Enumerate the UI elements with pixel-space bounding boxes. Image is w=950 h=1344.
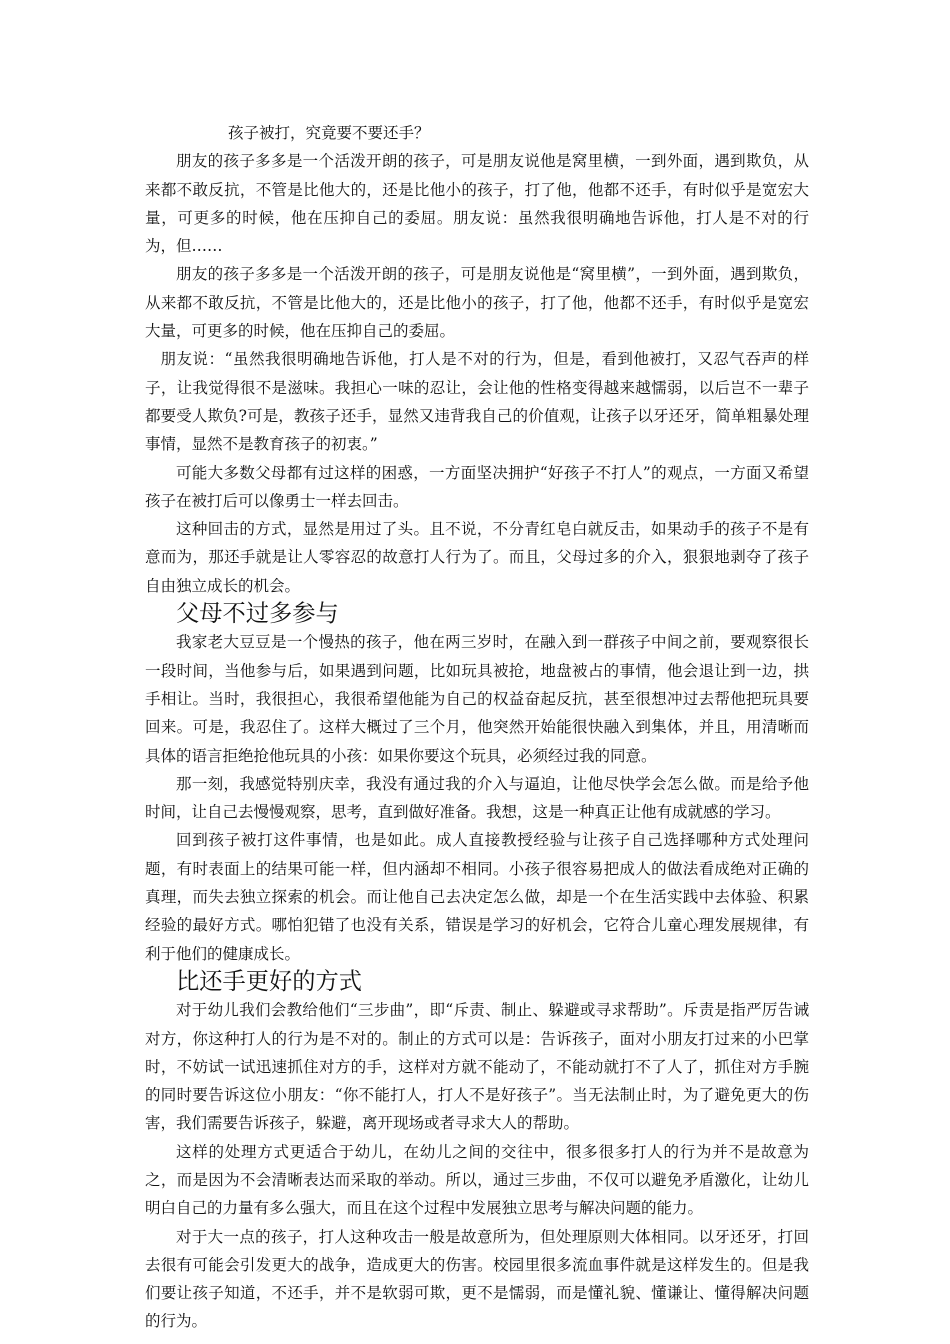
document-page	[145, 119, 809, 1336]
paragraph: 这种回击的方式，显然是用过了头。且不说，不分青红皂白就反击，如果动手的孩子不是有意而为，那还手就是让人零容忍的故意打人行为了。而且，父母过多的介入，狠狠地剥夺了孩子自由独立成长的机会。	[145, 520, 809, 595]
paragraph: 我家老大豆豆是一个慢热的孩子，他在两三岁时，在融入到一群孩子中间之前，要观察很长一段时间，当他参与后，如果遇到问题，比如玩具被抢，地盘被占的事情，他会退让到一边，拱手相让。当时，我很担心，我很希望他能为自己的权益奋起反抗，甚至很想冲过去帮他把玩具要回来。可是，我忍住了。这样大概过了三个月，他突然开始能很快融入到集体，并且，用清晰而具体的语言拒绝抢他玩具的小孩：如果你要这个玩具，必须经过我的同意。	[145, 633, 809, 765]
paragraph: 朋友的孩子多多是一个活泼开朗的孩子，可是朋友说他是“窝里横”，一到外面，遇到欺负，从来都不敢反抗，不管是比他大的，还是比他小的孩子，打了他，他都不还手，有时似乎是宽宏大量，可更多的时候，他在压抑自己的委屈。	[145, 265, 809, 341]
paragraph: 朋友的孩子多多是一个活泼开朗的孩子，可是朋友说他是窝里横，一到外面，遇到欺负，从来都不敢反抗，不管是比他大的，还是比他小的孩子，打了他，他都不还手，有时似乎是宽宏大量，可更多的时候，他在压抑自己的委屈。朋友说：虽然我很明确地告诉他，打人是不对的行为，但……	[145, 152, 809, 256]
section-heading: 父母不过多参与	[176, 600, 339, 628]
section-heading: 比还手更好的方式	[176, 967, 363, 995]
paragraph: 回到孩子被打这件事情，也是如此。成人直接教授经验与让孩子自己选择哪种方式处理问题，有时表面上的结果可能一样，但内涵却不相同。小孩子很容易把成人的做法看成绝对正确的真理，而失去独立探索的机会。而让他自己去决定怎么做，却是一个在生活实践中去体验、积累经验的最好方式。哪怕犯错了也没有关系，错误是学习的好机会，它符合儿童心理发展规律，有利于他们的健康成长。	[145, 831, 809, 963]
paragraph: 朋友说：“虽然我很明确地告诉他，打人是不对的行为，但是，看到他被打，又忍气吞声的样子，让我觉得很不是滋味。我担心一味的忍让，会让他的性格变得越来越懦弱，以后岂不一辈子都要受人欺负?可是，教孩子还手，显然又违背我自己的价值观，让孩子以牙还牙，简单粗暴处理事情，显然不是教育孩子的初衷。”	[145, 350, 809, 454]
paragraph: 对于大一点的孩子，打人这种攻击一般是故意所为，但处理原则大体相同。以牙还牙，打回去很有可能会引发更大的战争，造成更大的伤害。校园里很多流血事件就是这样发生的。但是我们要让孩子知道，不还手，并不是软弱可欺，更不是懦弱，而是懂礼貌、懂谦让、懂得解决问题的行为。	[145, 1227, 809, 1331]
paragraph: 对于幼儿我们会教给他们“三步曲”，即“斥责、制止、躲避或寻求帮助”。斥责是指严厉告诫对方，你这种打人的行为是不对的。制止的方式可以是：告诉孩子，面对小朋友打过来的小巴掌时，不妨试一试迅速抓住对方的手，这样对方就不能动了，不能动就打不了人了，抓住对方手腕的同时要告诉这位小朋友：“你不能打人，打人不是好孩子”。当无法制止时，为了避免更大的伤害，我们需要告诉孩子，躲避，离开现场或者寻求大人的帮助。	[145, 1001, 809, 1133]
paragraph: 可能大多数父母都有过这样的困惑，一方面坚决拥护“好孩子不打人”的观点，一方面又希望孩子在被打后可以像勇士一样去回击。	[145, 463, 809, 510]
paragraph: 那一刻，我感觉特别庆幸，我没有通过我的介入与逼迫，让他尽快学会怎么做。而是给予他时间，让自己去慢慢观察，思考，直到做好准备。我想，这是一种真正让他有成就感的学习。	[145, 774, 809, 822]
document-title: 孩子被打，究竟要不要还手？	[228, 124, 430, 142]
paragraph: 这样的处理方式更适合于幼儿，在幼儿之间的交往中，很多很多打人的行为并不是故意为之，而是因为不会清晰表达而采取的举动。所以，通过三步曲，不仅可以避免矛盾激化，让幼儿明白自己的力量有多么强大，而且在这个过程中发展独立思考与解决问题的能力。	[145, 1142, 809, 1218]
